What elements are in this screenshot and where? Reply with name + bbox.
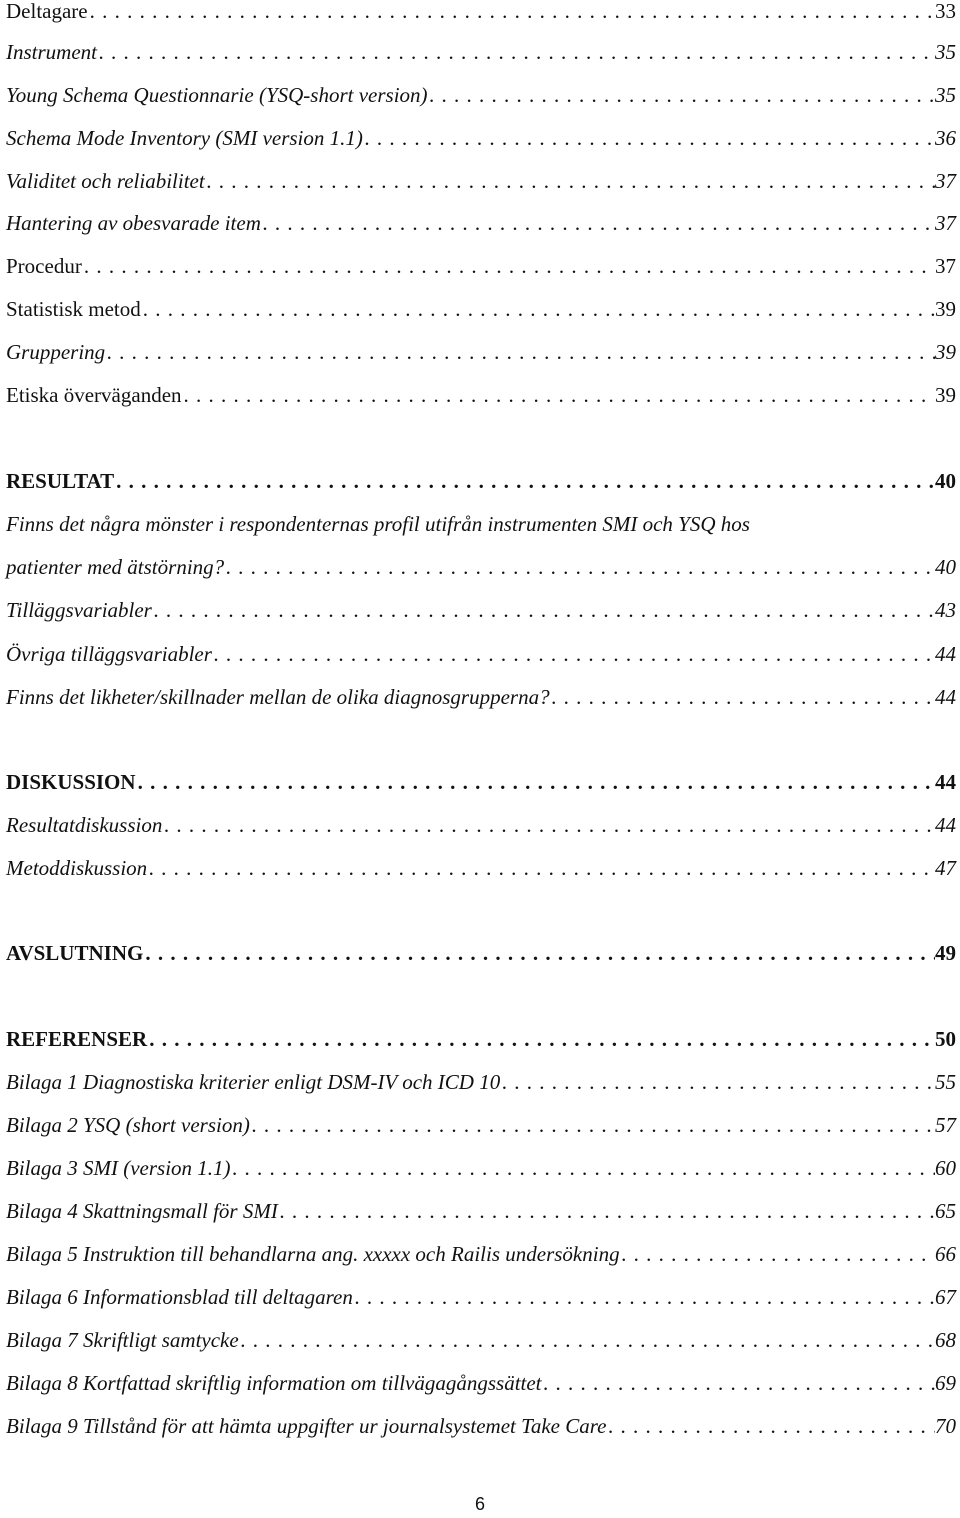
toc-dot-leader — [114, 461, 935, 501]
toc-entry-page: 39 — [935, 340, 956, 364]
toc-entry-page: 49 — [935, 941, 956, 965]
toc-entry-page: 44 — [935, 813, 956, 837]
toc-entry-title: Finns det likheter/skillnader mellan de olika diagnosgrupperna? — [6, 685, 550, 709]
toc-entry[interactable] — [6, 805, 956, 845]
toc-entry-page: 69 — [935, 1371, 956, 1395]
toc-entry[interactable] — [6, 933, 956, 973]
toc-entry-title: Schema Mode Inventory (SMI version 1.1) — [6, 126, 363, 150]
toc-entry-title: Young Schema Questionnarie (YSQ-short version) — [6, 83, 428, 107]
toc-dot-leader — [250, 1105, 935, 1145]
toc-entry-page: 44 — [935, 770, 956, 794]
toc-entry-page: 68 — [935, 1328, 956, 1352]
toc-entry-page: 36 — [935, 126, 956, 150]
toc-dot-leader — [606, 1406, 935, 1446]
toc-entry-title: Bilaga 8 Kortfattad skriftlig information om tillvägagångssättet — [6, 1371, 542, 1395]
toc-entry-page: 35 — [935, 83, 956, 107]
toc-entry-title: Metoddiskussion — [6, 856, 148, 880]
toc-dot-leader — [239, 1320, 935, 1360]
toc-entry-title: Bilaga 1 Diagnostiska kriterier enligt DSM-IV och ICD 10 — [6, 1070, 501, 1094]
toc-entry[interactable] — [6, 677, 956, 717]
toc-entry[interactable] — [6, 1320, 956, 1360]
toc-entry[interactable] — [6, 332, 956, 372]
toc-entry-title: patienter med ätstörning? — [6, 555, 225, 579]
toc-dot-leader — [224, 547, 935, 587]
toc-entry[interactable] — [6, 1234, 956, 1274]
toc-dot-leader — [353, 1277, 935, 1317]
toc-entry[interactable] — [6, 1277, 956, 1317]
toc-entry-page: 37 — [935, 254, 956, 278]
toc-dot-leader — [105, 332, 935, 372]
toc-entry[interactable] — [6, 504, 956, 544]
toc-entry-page: 37 — [935, 169, 956, 193]
toc-dot-leader — [147, 1019, 935, 1059]
toc-entry-title: Bilaga 3 SMI (version 1.1) — [6, 1156, 231, 1180]
toc-entry-page: 57 — [935, 1113, 956, 1137]
toc-entry-page: 66 — [935, 1242, 956, 1266]
toc-entry-title: RESULTAT — [6, 469, 115, 493]
toc-entry-page: 55 — [935, 1070, 956, 1094]
toc-entry[interactable] — [6, 32, 956, 72]
toc-entry-page: 70 — [935, 1414, 956, 1438]
toc-entry-title: Hantering av obesvarade item — [6, 211, 261, 235]
toc-entry[interactable] — [6, 1406, 956, 1446]
toc-dot-leader — [542, 1363, 935, 1403]
toc-entry-page: 39 — [935, 297, 956, 321]
toc-dot-leader — [428, 75, 935, 115]
toc-entry-title: AVSLUTNING — [6, 941, 144, 965]
toc-entry[interactable] — [6, 203, 956, 243]
toc-entry-page: 40 — [935, 555, 956, 579]
toc-entry[interactable] — [6, 75, 956, 115]
toc-entry-title: Tilläggsvariabler — [6, 598, 152, 622]
toc-entry-title: Bilaga 9 Tillstånd för att hämta uppgifter ur journalsystemet Take Care — [6, 1414, 607, 1438]
toc-entry[interactable] — [6, 118, 956, 158]
toc-entry-page: 39 — [935, 383, 956, 407]
toc-entry[interactable] — [6, 762, 956, 802]
toc-entry-page: 65 — [935, 1199, 956, 1223]
toc-dot-leader — [97, 32, 935, 72]
toc-entry[interactable] — [6, 0, 956, 31]
toc-dot-leader — [363, 118, 935, 158]
toc-dot-leader — [550, 677, 935, 717]
toc-entry-page: 50 — [935, 1027, 956, 1051]
toc-entry-title: Instrument — [6, 40, 97, 64]
toc-entry-title: Gruppering — [6, 340, 106, 364]
page-number: 6 — [474, 1494, 485, 1514]
toc-dot-leader — [82, 246, 935, 286]
toc-entry-title: Resultatdiskussion — [6, 813, 163, 837]
toc-entry[interactable] — [6, 547, 956, 587]
toc-entry[interactable] — [6, 1062, 956, 1102]
toc-entry-title: Bilaga 4 Skattningsmall för SMI — [6, 1199, 278, 1223]
toc-entry-page: 44 — [935, 642, 956, 666]
toc-entry[interactable] — [6, 590, 956, 630]
toc-dot-leader — [152, 590, 935, 630]
toc-entry-page: 40 — [935, 469, 956, 493]
toc-entry-page: 35 — [935, 40, 956, 64]
toc-dot-leader — [620, 1234, 935, 1274]
toc-entry-page: 43 — [935, 598, 956, 622]
toc-dot-leader — [278, 1191, 935, 1231]
toc-entry[interactable] — [6, 289, 956, 329]
toc-entry[interactable] — [6, 1019, 956, 1059]
toc-dot-leader — [212, 634, 935, 674]
toc-entry[interactable] — [6, 1148, 956, 1188]
toc-entry-title: Övriga tilläggsvariabler — [6, 642, 212, 666]
toc-entry[interactable] — [6, 1191, 956, 1231]
toc-entry[interactable] — [6, 375, 956, 415]
toc-entry-title: Bilaga 2 YSQ (short version) — [6, 1113, 250, 1137]
toc-entry-title: Statistisk metod — [6, 297, 141, 321]
toc-entry-title: DISKUSSION — [6, 770, 136, 794]
toc-entry-title: REFERENSER — [6, 1027, 148, 1051]
toc-entry[interactable] — [6, 161, 956, 201]
toc-entry-title: Procedur — [6, 254, 82, 278]
toc-entry-page: 33 — [935, 0, 956, 23]
toc-entry[interactable] — [6, 1105, 956, 1145]
toc-entry-title: Finns det några mönster i respondenternas profil utifrån instrumenten SMI och YSQ hos — [6, 512, 750, 536]
toc-entry[interactable] — [6, 461, 956, 501]
toc-dot-leader — [231, 1148, 935, 1188]
toc-dot-leader — [88, 0, 935, 31]
toc-entry-page: 67 — [935, 1285, 956, 1309]
toc-entry[interactable] — [6, 1363, 956, 1403]
toc-dot-leader — [261, 203, 935, 243]
toc-entry-title: Etiska överväganden — [6, 383, 182, 407]
toc-dot-leader — [147, 848, 935, 888]
toc-entry[interactable] — [6, 848, 956, 888]
toc-entry-title: Bilaga 5 Instruktion till behandlarna ang. xxxxx och Railis undersökning — [6, 1242, 620, 1266]
toc-entry-page: 60 — [935, 1156, 956, 1180]
toc-dot-leader — [182, 375, 935, 415]
toc-entry-page: 44 — [935, 685, 956, 709]
toc-entry-title: Validitet och reliabilitet — [6, 169, 205, 193]
toc-dot-leader — [500, 1062, 935, 1102]
toc-entry[interactable] — [6, 246, 956, 286]
toc-entry-title: Deltagare — [6, 0, 88, 23]
toc-entry-page: 37 — [935, 211, 956, 235]
toc-dot-leader — [162, 805, 935, 845]
toc-dot-leader — [141, 289, 935, 329]
toc-entry-page: 47 — [935, 856, 956, 880]
toc-entry[interactable] — [6, 634, 956, 674]
toc-dot-leader — [143, 933, 935, 973]
toc-entry-title: Bilaga 6 Informationsblad till deltagaren — [6, 1285, 353, 1309]
toc-dot-leader — [136, 762, 935, 802]
toc-dot-leader — [205, 161, 935, 201]
toc-entry-title: Bilaga 7 Skriftligt samtycke — [6, 1328, 239, 1352]
